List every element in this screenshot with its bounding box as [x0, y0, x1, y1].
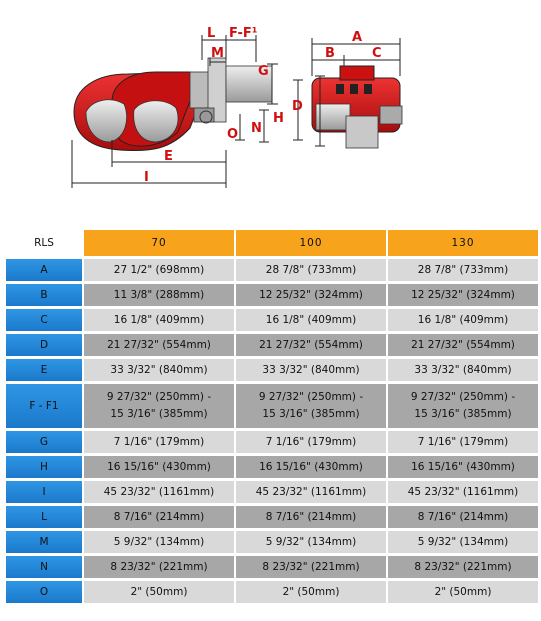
dim-label-g: G [258, 64, 269, 79]
dimension-value-text: 16 15/16" (430mm) [107, 460, 211, 473]
table-row [6, 531, 538, 553]
dim-label-l: L [207, 26, 216, 41]
dimension-value-text: 8 7/16" (214mm) [265, 510, 357, 523]
dimension-value [84, 259, 234, 281]
dimension-value-text: 12 25/32" (324mm) [259, 288, 363, 301]
dimension-value-text: 21 27/32" (554mm) [411, 338, 515, 351]
dimension-value [236, 581, 386, 603]
dimension-value [388, 309, 538, 331]
dimension-value-text: 8 23/32" (221mm) [262, 560, 360, 573]
dim-label-o: O [227, 127, 239, 142]
dim-label-h: H [273, 111, 284, 126]
dimension-value-text: 15 3/16" (385mm) [110, 408, 208, 420]
dim-label-d: D [292, 99, 303, 114]
model-header: 70 [84, 230, 234, 256]
dim-label-e: E [164, 149, 173, 164]
dimension-value [388, 259, 538, 281]
dimension-value-text: 33 3/32" (840mm) [110, 363, 208, 376]
dim-label-i: I [144, 170, 149, 185]
dimension-value [84, 556, 234, 578]
dimension-label: N [6, 556, 82, 578]
dimension-value [388, 506, 538, 528]
dimension-value [236, 359, 386, 381]
dimension-value [236, 334, 386, 356]
dimension-value-text: 12 25/32" (324mm) [411, 288, 515, 301]
dimension-value [388, 334, 538, 356]
dimension-label: B [6, 284, 82, 306]
dimension-value-text: 5 9/32" (134mm) [113, 535, 205, 548]
dim-label-n: N [251, 121, 262, 136]
model-header: 130 [388, 230, 538, 256]
dimension-value-text: 5 9/32" (134mm) [265, 535, 357, 548]
dim-label-a: A [352, 30, 363, 45]
dimension-value-text: 8 23/32" (221mm) [110, 560, 208, 573]
dimension-value [236, 531, 386, 553]
dimension-value-text: 15 3/16" (385mm) [414, 408, 512, 420]
table-row [6, 309, 538, 331]
dimension-label: A [6, 259, 82, 281]
dim-label-b: B [325, 46, 335, 61]
dimension-value [236, 456, 386, 478]
dimension-label: I [6, 481, 82, 503]
dimension-label: O [6, 581, 82, 603]
dimension-value-text: 8 7/16" (214mm) [417, 510, 509, 523]
dimension-value [84, 284, 234, 306]
dimension-value [84, 481, 234, 503]
dimension-value [84, 309, 234, 331]
dimension-value-text: 21 27/32" (554mm) [259, 338, 363, 351]
dimension-value [84, 456, 234, 478]
burner-dimension-diagram [0, 0, 541, 215]
dimension-label: C [6, 309, 82, 331]
dimension-value [236, 384, 386, 428]
dimension-value-text: 16 1/8" (409mm) [417, 313, 509, 326]
dimension-value-text: 9 27/32" (250mm) - [258, 391, 364, 403]
model-header: 100 [236, 230, 386, 256]
dimension-value [388, 556, 538, 578]
dimension-value-text: 15 3/16" (385mm) [262, 408, 360, 420]
dimension-value-text: 9 27/32" (250mm) - [106, 391, 212, 403]
dimension-value [388, 481, 538, 503]
dimension-label: H [6, 456, 82, 478]
series-label: RLS [6, 230, 82, 256]
dimension-value [236, 506, 386, 528]
dimension-value [236, 259, 386, 281]
dimension-value [84, 431, 234, 453]
table-row [6, 431, 538, 453]
table-row [6, 456, 538, 478]
dimension-value [84, 531, 234, 553]
dimension-value-text: 11 3/8" (288mm) [113, 288, 205, 301]
dimension-value-text: 2" (50mm) [434, 585, 492, 598]
dimension-value [388, 359, 538, 381]
table-row [6, 334, 538, 356]
dimension-label: D [6, 334, 82, 356]
dimension-value-text: 8 7/16" (214mm) [113, 510, 205, 523]
dimension-value-text: 16 15/16" (430mm) [411, 460, 515, 473]
dimension-value-text: 2" (50mm) [130, 585, 188, 598]
dimensions-table [4, 227, 540, 606]
dimension-value-text: 7 1/16" (179mm) [417, 435, 509, 448]
table-row [6, 384, 538, 428]
dimension-value-text: 21 27/32" (554mm) [107, 338, 211, 351]
dimension-value-text: 9 27/32" (250mm) - [410, 391, 516, 403]
dimension-value [388, 456, 538, 478]
dimension-value-text: 8 23/32" (221mm) [414, 560, 512, 573]
dimension-value-text: 5 9/32" (134mm) [417, 535, 509, 548]
dimension-value-text: 28 7/8" (733mm) [417, 263, 509, 276]
dimension-value [236, 431, 386, 453]
dimension-value [388, 431, 538, 453]
dimension-value [84, 581, 234, 603]
dim-label-f: F-F¹ [229, 26, 258, 41]
dimension-value [388, 531, 538, 553]
dimension-value [388, 581, 538, 603]
side-view-burner [74, 58, 272, 151]
table-row [6, 506, 538, 528]
dimension-label: L [6, 506, 82, 528]
dimension-value-text: 16 1/8" (409mm) [113, 313, 205, 326]
dimension-value [84, 384, 234, 428]
dimension-value [236, 309, 386, 331]
dimension-value-text: 45 23/32" (1161mm) [407, 485, 519, 498]
table-row [6, 581, 538, 603]
dimension-value [388, 384, 538, 428]
dimension-value-text: 27 1/2" (698mm) [113, 263, 205, 276]
table-row [6, 481, 538, 503]
dimension-value-text: 2" (50mm) [282, 585, 340, 598]
dimension-value [388, 284, 538, 306]
dimension-value [84, 359, 234, 381]
dimension-value-text: 45 23/32" (1161mm) [255, 485, 367, 498]
dimension-value-text: 33 3/32" (840mm) [414, 363, 512, 376]
dimension-value-text: 16 15/16" (430mm) [259, 460, 363, 473]
dimension-value-text: 16 1/8" (409mm) [265, 313, 357, 326]
dim-label-c: C [372, 46, 382, 61]
dimension-value-text: 28 7/8" (733mm) [265, 263, 357, 276]
dim-label-m: M [211, 46, 224, 61]
dimension-value [84, 334, 234, 356]
dimension-value [236, 556, 386, 578]
dimension-label: M [6, 531, 82, 553]
dimension-value-text: 45 23/32" (1161mm) [103, 485, 215, 498]
dimension-value [84, 506, 234, 528]
dimension-value-text: 7 1/16" (179mm) [265, 435, 357, 448]
table-row [6, 284, 538, 306]
dimension-value [236, 481, 386, 503]
dimension-value [236, 284, 386, 306]
dimension-value-text: 7 1/16" (179mm) [113, 435, 205, 448]
table-row [6, 259, 538, 281]
dimension-label: G [6, 431, 82, 453]
dimension-label: E [6, 359, 82, 381]
dimension-value-text: 33 3/32" (840mm) [262, 363, 360, 376]
table-row [6, 556, 538, 578]
front-view-burner [312, 66, 402, 148]
table-row [6, 359, 538, 381]
table-header-row [6, 230, 538, 256]
dimension-label: F - F1 [6, 384, 82, 428]
